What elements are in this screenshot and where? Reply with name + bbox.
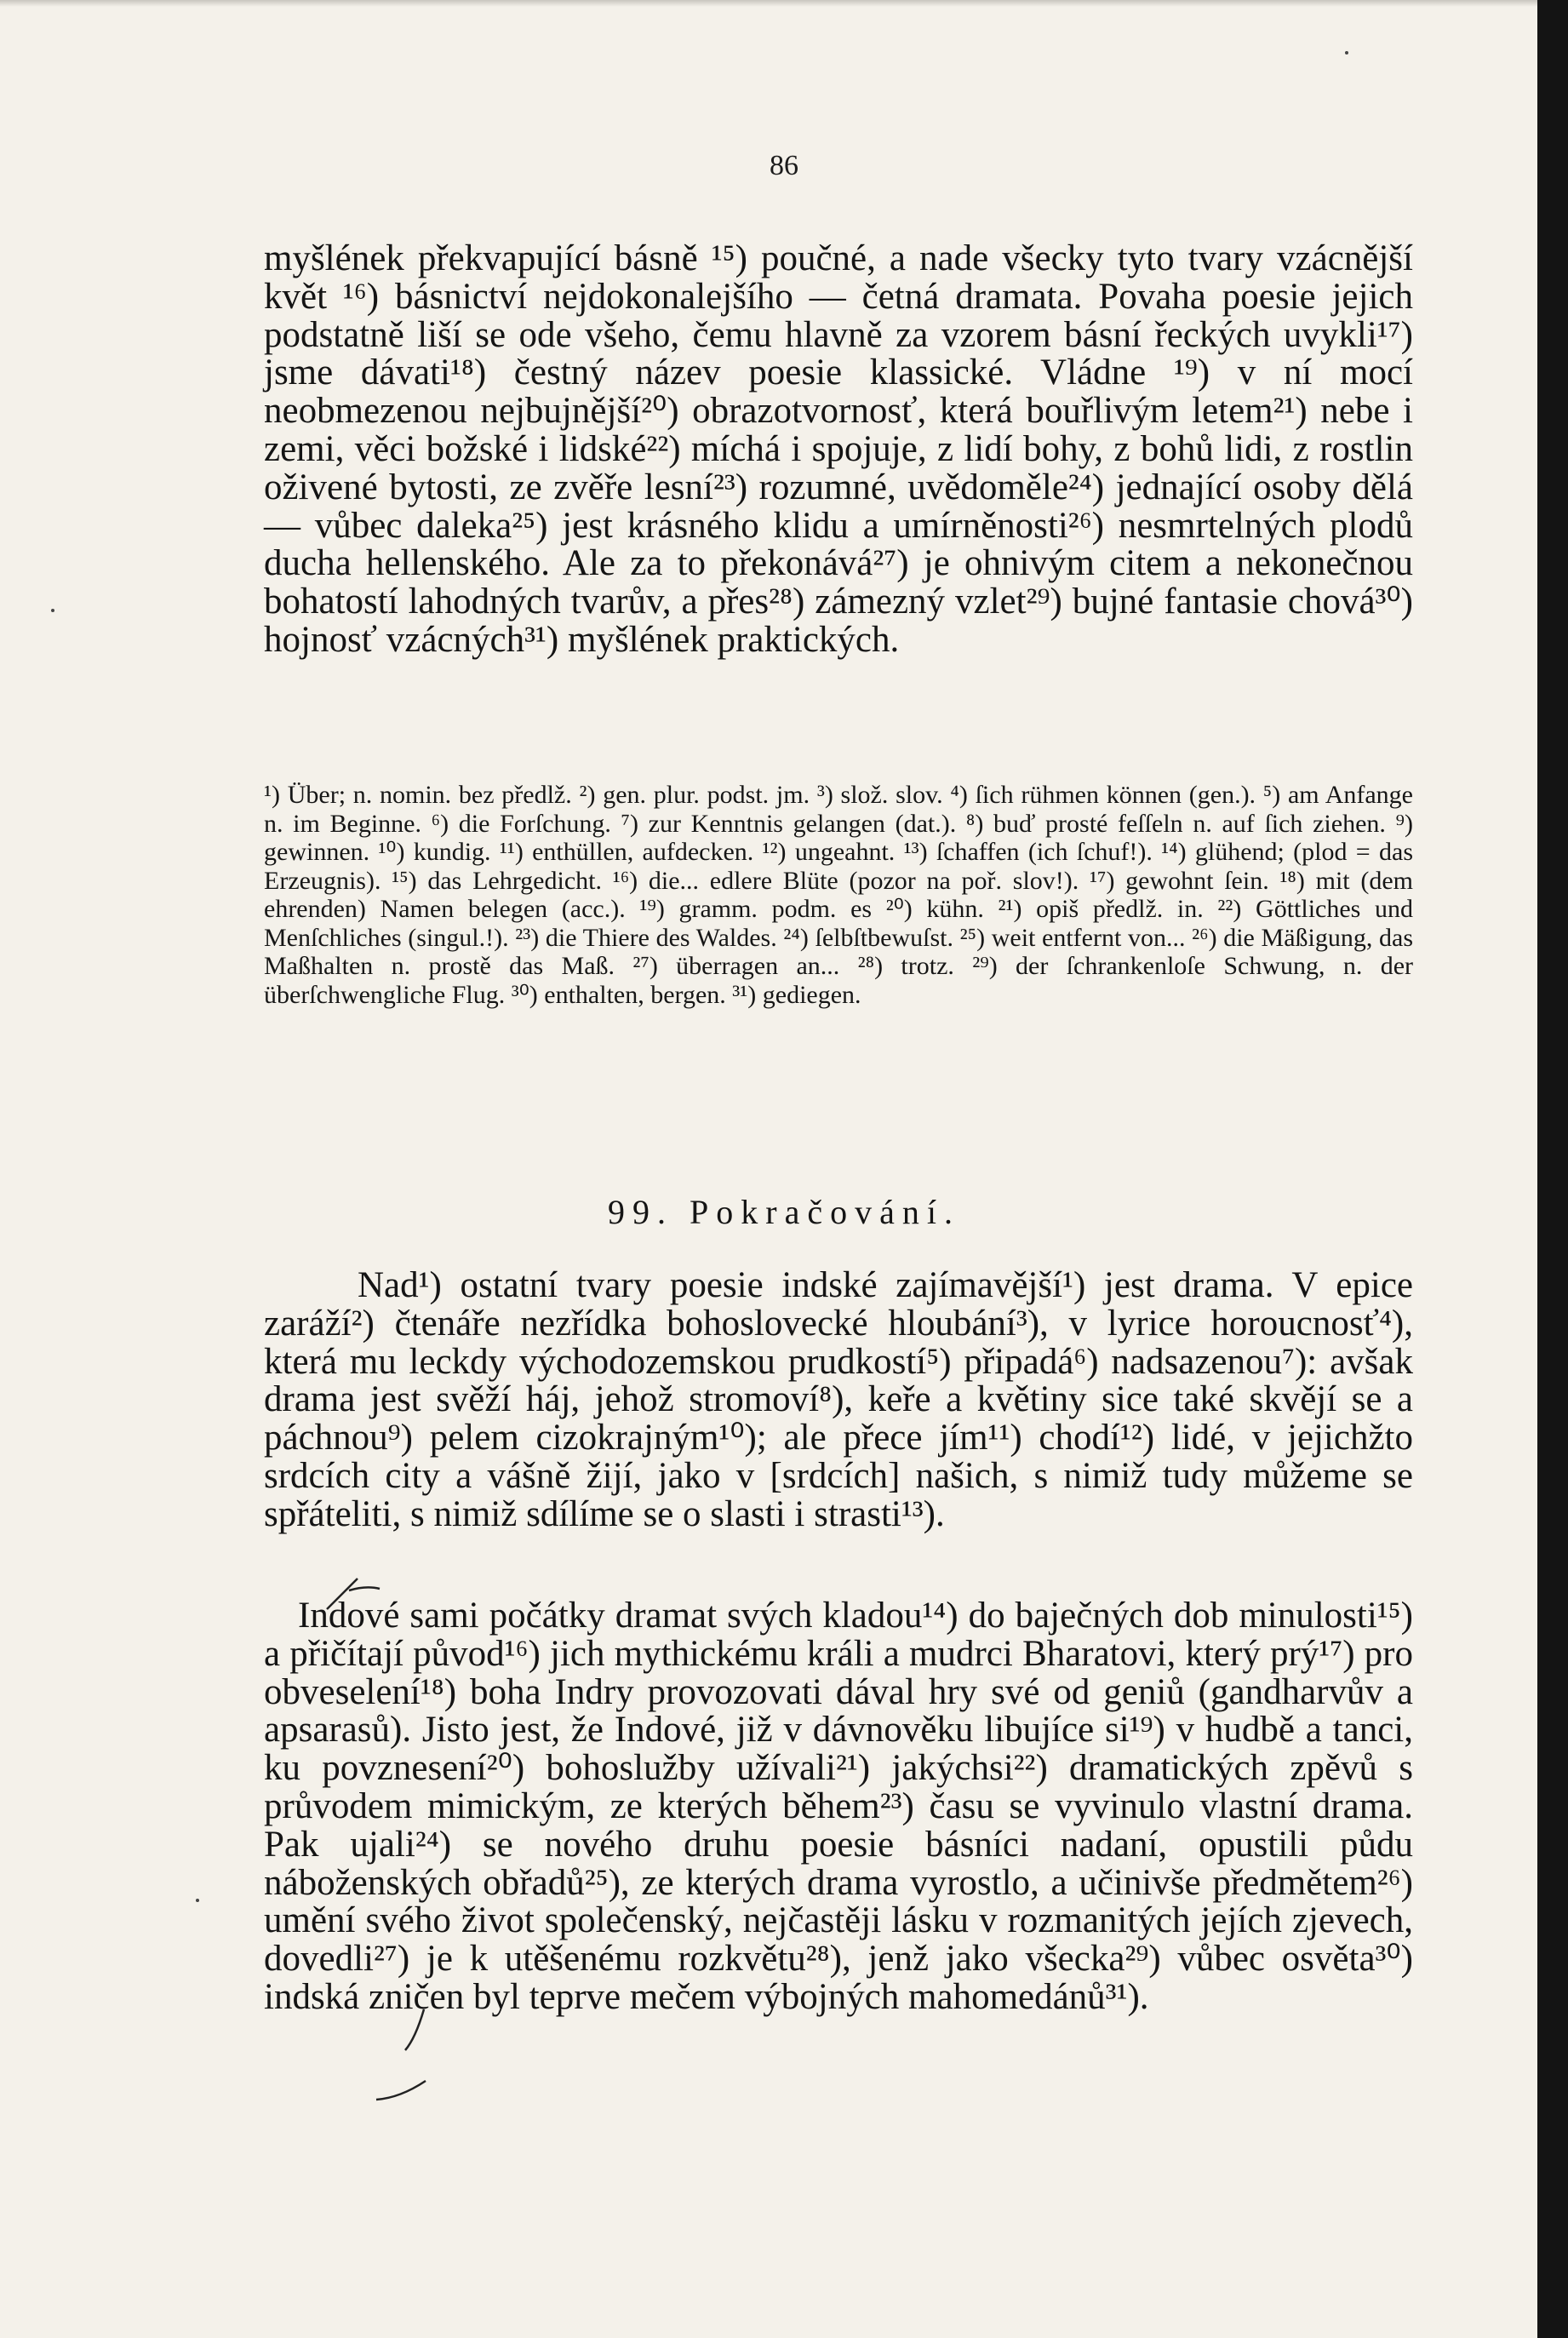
pencil-mark-icon	[375, 2077, 434, 2103]
section-title: 99. Pokračování.	[608, 1193, 960, 1231]
scan-top-edge	[0, 0, 1568, 7]
footnotes: ¹) Über; n. nomin. bez předlž. ²) gen. plur. podst. jm. ³) slož. slov. ⁴) ſich rühmen können (gen.). ⁵) am Anfange n. im Beginne. ⁶) die Forſchung. ⁷) zur Kenntnis gelangen (dat.). ⁸) buď prosté feſſeln n. auf ſich ziehen. ⁹) gewinnen. ¹⁰) kundig. ¹¹) enthüllen, aufdecken. ¹²) ungeahnt. ¹³) ſchaffen (ich ſchuf!). ¹⁴) glühend; (plod = das Erzeugnis). ¹⁵) das Lehrgedicht. ¹⁶) die... edlere Blüte (pozor na poř. slov!). ¹⁷) gewohnt ſein. ¹⁸) mit (dem ehrenden) Namen belegen (acc.). ¹⁹) gramm. podm. es ²⁰) kühn. ²¹) opiš předlž. in. ²²) Göttliches und Menſchliches (singul.!). ²³) die Thiere des Waldes. ²⁴) ſelbſtbewuſst. ²⁵) weit entfernt von... ²⁶) die Mäßigung, das Maßhalten n. prostě das Maß. ²⁷) überragen an... ²⁸) trotz. ²⁹) der ſchrankenloſe Schwung, n. der überſchwengliche Flug. ³⁰) enthalten, bergen. ³¹) gediegen.	[264, 781, 1413, 1009]
paragraph-drama: Nad¹) ostatní tvary poesie indské zajímavější¹) jest drama. V epice zaráží²) čtenáře nezřídka bohoslovecké hloubání³), v lyrice horoucnosť⁴), která mu leckdy východozemskou prudkostí⁵) připadá⁶) nadsazenou⁷): avšak drama jest svěží háj, jehož stromoví⁸), keře a květiny sice také skvějí se a páchnou⁹) pelem cizokrajným¹⁰); ale přece jím¹¹) chodí¹²) lidé, v jejichžto srdcích city a vášně žijí, jako v [srdcích] našich, s nimiž tudy můžeme se spřáteliti, s nimiž sdílíme se o slasti i strasti¹³).	[264, 1265, 1413, 1534]
scan-speck	[51, 609, 54, 612]
paragraph-intro: myšlének překvapující básně ¹⁵) poučné, a nade všecky tyto tvary vzácnější květ ¹⁶) básnictví nejdokonalejšího — četná dramata. Povaha poesie jejich podstatně liší se ode všeho, čemu hlavně za vzorem básní řeckých uvykli¹⁷) jsme dávati¹⁸) čestný název poesie klassické. Vládne ¹⁹) v ní mocí neobmezenou nejbujnější²⁰) obrazotvornosť, která bouřlivým letem²¹) nebe i zemi, věci božské i lidské²²) míchá i spojuje, z lidí bohy, z bohů lidi, z rostlin oživené bytosti, ze zvěře lesní²³) rozumné, uvědoměle²⁴) jednající osoby dělá — vůbec daleka²⁵) jest krásného klidu a umírněnosti²⁶) nesmrtelných plodů ducha hellenského. Ale za to překonává²⁷) je ohnivým citem a nekonečnou bohatostí lahodných tvarův, a přes²⁸) zámezný vzlet²⁹) bujné fantasie chová³⁰) hojnosť vzácných³¹) myšlének praktických.	[264, 238, 1413, 660]
scan-speck	[196, 1899, 199, 1902]
page-number: 86	[770, 150, 798, 181]
paragraph-origins: Indové sami počátky dramat svých kladou¹⁴) do baječných dob minulosti¹⁵) a přičítají původ¹⁶) jich mythickému králi a mudrci Bharatovi, který prý¹⁷) pro obveselení¹⁸) boha Indry provozovati dával hry své od geniů (gandharvův a apsarasů). Jisto jest, že Indové, již v dávnověku libujíce si¹⁹) v hudbě a tanci, ku povznesení²⁰) bohoslužby užívali²¹) jakýchsi²²) dramatických zpěvů s průvodem mimickým, ze kterých během²³) času se vyvinulo vlastní drama. Pak ujali²⁴) se nového druhu poesie básníci nadaní, opustili půdu náboženských obřadů²⁵), ze kterých drama vyrostlo, a učinivše předmětem²⁶) umění svého život společenský, nejčastěji lásku v rozmanitých jejích zjevech, dovedli²⁷) je k utěšenému rozkvětu²⁸), jenž jako všecka²⁹) vůbec osvěta³⁰) indská zničen byl teprve mečem výbojných mahomedánů³¹).	[264, 1596, 1413, 2017]
pencil-mark-icon	[398, 2004, 458, 2055]
scan-speck	[1345, 51, 1348, 54]
pencil-mark-icon	[323, 1573, 383, 1611]
scan-right-edge	[1537, 0, 1568, 2338]
